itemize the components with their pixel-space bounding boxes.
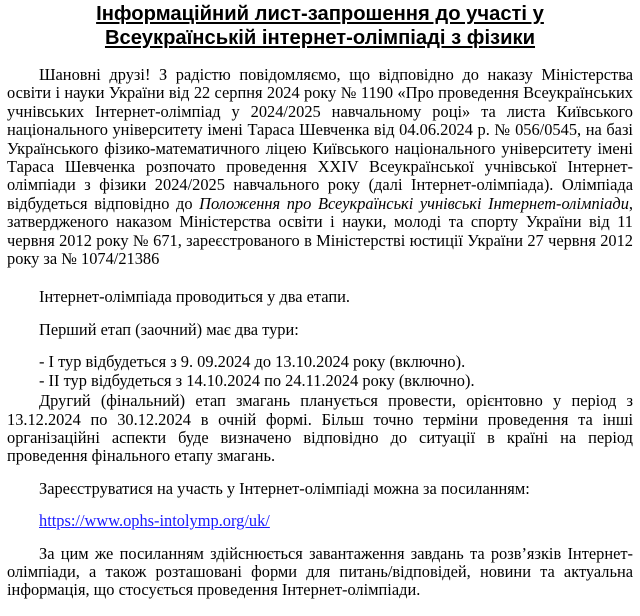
- intro-paragraph: [7, 66, 633, 268]
- tour-2-item: - ІІ тур відбудеться з 14.10.2024 по 24.11.2024 року (включно).: [39, 370, 475, 390]
- registration-paragraph: Зареєструватися на участь у Інтернет-олімпіаді можна за посиланням:: [39, 478, 530, 498]
- document-page: [7, 0, 633, 600]
- title-line-2: Всеукраїнській інтернет-олімпіаді з фізики: [104, 27, 536, 49]
- first-stage-paragraph: Перший етап (заочний) має два тури:: [39, 319, 299, 339]
- final-paragraph: За цим же посиланням здійснюється завантаження завдань та розв’язків Інтернет-олімпіади, а також розташовані форми для питань/відповідей, новини та актуальна інформація, що стосується проведення Інтернет-олімпіади.: [7, 543, 633, 600]
- intro-text-part1: Шановні друзі! З радістю повідомляємо, що відповідно до наказу Міністерства освіти і науки України від 22 серпня 2024 року № 1190 «Про проведення Всеукраїнських учнівських Інтернет-олімпіад у 2024/2025 навчальному році» та листа Київського національного університету імені Тараса Шевченка від 04.06.2024 р. № 056/0545, на базі Українського фізико-математичного ліцею Київського національного університету імені Тараса Шевченка розпочато проведення XXIV Всеукраїнської учнівської Інтернет-олімпіади з фізики 2024/2025 навчального року (далі Інтернет-олімпіада). Олімпіада відбудеться відповідно до: [7, 65, 633, 213]
- tour-1-item: - І тур відбудеться з 9. 09.2024 до 13.10.2024 року (включно).: [39, 352, 466, 372]
- link-paragraph: [7, 512, 633, 530]
- second-stage-paragraph: Другий (фінальний) етап змагань планується провести, орієнтовно у період з 13.12.2024 по 30.12.2024 в очній формі. Більш точно терміни проведення та інші організаційні аспекти буде визначено відповідно до ситуації в країні на період проведення фінального етапу змагань.: [7, 391, 633, 466]
- intro-text-part2: , затвердженого наказом Міністерства освіти і науки, молоді та спорту України від 11 червня 2012 року № 671, зареєстрованого в Міністерстві юстиції України 27 червня 2012 року за № 1074/21386: [7, 193, 633, 269]
- stages-paragraph: Інтернет-олімпіада проводиться у два етапи.: [39, 287, 350, 307]
- olympiad-link[interactable]: https://www.ophs-intolymp.org/uk/: [39, 511, 270, 531]
- document-title: [7, 2, 633, 50]
- regulation-title: Положення про Всеукраїнські учнівські Інтернет-олімпіади: [199, 193, 629, 213]
- title-line-1: Інформаційний лист-запрошення до участі у: [96, 3, 544, 25]
